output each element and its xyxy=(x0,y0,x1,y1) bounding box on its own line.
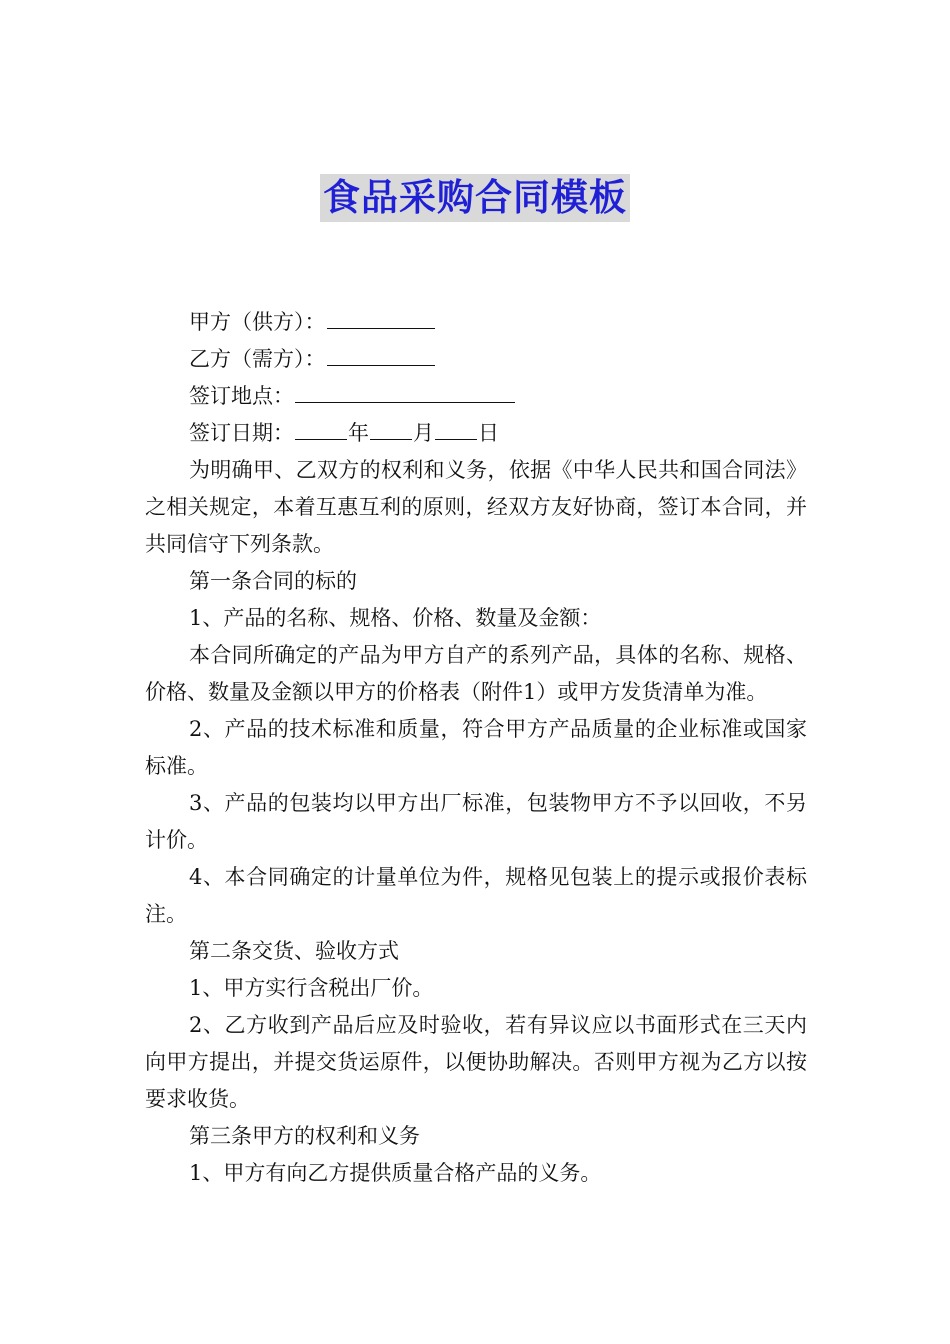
signing-place-label: 签订地点： xyxy=(189,384,294,408)
party-a-line xyxy=(145,304,807,341)
article-1-item-1: 1、产品的名称、规格、价格、数量及金额： xyxy=(189,606,602,630)
article-2-item-2: 2、乙方收到产品后应及时验收，若有异议应以书面形式在三天内向甲方提出，并提交货运原件，以便协助解决。否则甲方视为乙方以按要求收货。 xyxy=(145,1013,807,1111)
year-label: 年 xyxy=(348,421,369,445)
month-label: 月 xyxy=(413,421,434,445)
party-b-line xyxy=(145,341,807,378)
document-body xyxy=(145,304,807,1192)
article-1-item-3: 3、产品的包装均以甲方出厂标准，包装物甲方不予以回收，不另计价。 xyxy=(145,791,807,852)
day-label: 日 xyxy=(478,421,499,445)
article-1-heading: 第一条合同的标的 xyxy=(189,569,357,593)
article-1-item-4: 4、本合同确定的计量单位为件，规格见包装上的提示或报价表标注。 xyxy=(145,865,807,926)
document-title: 食品采购合同模板 xyxy=(320,174,630,222)
article-2-heading: 第二条交货、验收方式 xyxy=(189,939,399,963)
signing-date-label: 签订日期： xyxy=(189,421,294,445)
party-b-blank xyxy=(327,341,435,366)
party-b-label: 乙方（需方）： xyxy=(189,347,326,371)
month-blank xyxy=(370,415,412,440)
article-1-item-1-detail: 本合同所确定的产品为甲方自产的系列产品，具体的名称、规格、价格、数量及金额以甲方的价格表（附件1）或甲方发货清单为准。 xyxy=(145,643,807,704)
article-1-item-2: 2、产品的技术标准和质量，符合甲方产品质量的企业标准或国家标准。 xyxy=(145,717,807,778)
signing-place-blank xyxy=(295,378,515,403)
signing-place-line xyxy=(145,378,807,415)
article-2-item-1: 1、甲方实行含税出厂价。 xyxy=(189,976,434,1000)
title-container xyxy=(0,174,950,222)
article-3-heading: 第三条甲方的权利和义务 xyxy=(189,1124,420,1148)
article-3-item-1: 1、甲方有向乙方提供质量合格产品的义务。 xyxy=(189,1161,602,1185)
day-blank xyxy=(435,415,477,440)
party-a-label: 甲方（供方）： xyxy=(189,310,326,334)
year-blank xyxy=(295,415,347,440)
preamble-paragraph: 为明确甲、乙双方的权利和义务，依据《中华人民共和国合同法》之相关规定，本着互惠互利的原则，经双方友好协商，签订本合同，并共同信守下列条款。 xyxy=(145,458,807,556)
signing-date-line xyxy=(145,415,807,452)
party-a-blank xyxy=(327,304,435,329)
